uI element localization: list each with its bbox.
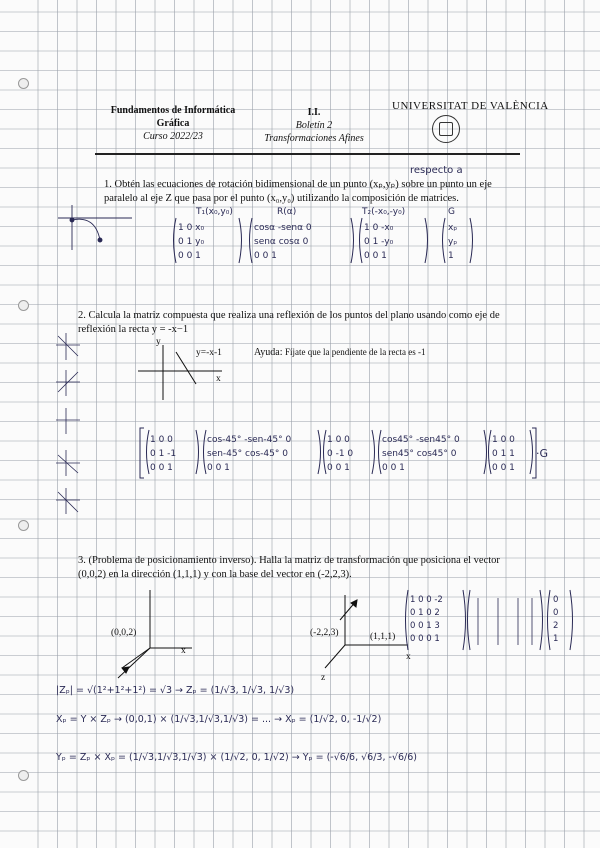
line-label: y=-x-1 [196, 348, 222, 358]
topic-label: Transformaciones Afines [264, 133, 364, 144]
hw-label: T₁(x₀,y₀) [196, 207, 233, 217]
question-3 [78, 554, 523, 582]
university-name: UNIVERSITAT DE VALÈNCIA [392, 100, 549, 112]
hw-matrix: cos45° -sen45° 0 sen45° cos45° 0 0 0 1 [382, 435, 460, 473]
hw-matrix: 1 0 -x₀ 0 1 -y₀ 0 0 1 [364, 223, 394, 261]
hw-line: |Zₚ| = √(1²+1²+1²) = √3 → Zₚ = (1/√3, 1/√3, 1/√3) [56, 685, 295, 696]
vector-label: (1,1,1) [370, 632, 396, 642]
hw-matrix: 0 0 2 1 [553, 595, 559, 644]
vector-label: (0,0,2) [111, 628, 137, 638]
course-title: Fundamentos de Informática Gráfica [110, 105, 236, 129]
hw-label: G [448, 207, 455, 217]
binder-hole [18, 78, 29, 89]
question-number: 1. [104, 179, 112, 190]
bulletin-label: Boletín 2 [295, 120, 333, 131]
question-2 [78, 309, 523, 337]
hint-text: Fíjate que la pendiente de la recta es -1 [285, 347, 426, 357]
hw-suffix: ·G [536, 447, 549, 460]
axis-label-x: x [406, 652, 411, 662]
hw-line: Yₚ = Zₚ × Xₚ = (1/√3,1/√3,1/√3) × (1/√2, 0, 1/√2) → Yₚ = (-√6/6, √6/3, -√6/6) [56, 752, 417, 763]
bulletin-header [254, 106, 374, 145]
hw-matrix: cos-45° -sen-45° 0 sen-45° cos-45° 0 0 0 1 [207, 435, 292, 473]
question-text: Obtén las ecuaciones de rotación bidimensional de un punto (xₚ,yₚ) sobre un punto un eje paralelo al eje Z que pasa por el punto (x₀,y₀) utilizando la composición de matrices. [104, 179, 492, 204]
header-divider [95, 153, 520, 155]
binder-hole [18, 300, 29, 311]
axis-label-x: x [216, 374, 221, 384]
hw-matrix: 1 0 0 0 -1 0 0 0 1 [327, 435, 354, 473]
axis-label-x: x [181, 646, 186, 656]
course-header [98, 104, 248, 143]
binder-hole [18, 520, 29, 531]
section-label: I.I. [307, 107, 321, 118]
hw-matrix: 1 0 0 0 1 1 0 0 1 [492, 435, 515, 473]
hint [254, 347, 425, 358]
hw-matrix: 1 0 0 0 1 -1 0 0 1 [150, 435, 177, 473]
binder-hole [18, 770, 29, 781]
hw-label: R(α) [277, 207, 297, 217]
hw-label: T₂(-x₀,-y₀) [362, 207, 406, 217]
university-seal-icon [432, 115, 460, 143]
hw-matrix: cosα -senα 0 senα cosα 0 0 0 1 [254, 223, 312, 261]
axis-label-y: y [156, 337, 161, 347]
question-number: 2. [78, 310, 86, 321]
hw-matrix: xₚ yₚ 1 [448, 223, 458, 261]
question-number: 3. [78, 555, 86, 566]
hw-matrix: 1 0 0 -2 0 1 0 2 0 0 1 3 0 0 0 1 [410, 595, 443, 644]
question-text: Calcula la matriz compuesta que realiza una reflexión de los puntos del plano usando como eje de reflexión la recta y = -x−1 [78, 310, 500, 335]
hint-label: Ayuda: [254, 347, 283, 358]
question-text: (Problema de posicionamiento inverso). Halla la matriz de transformación que posiciona el vector (0,0,2) en la dirección (1,1,1) y con la base del vector en (-2,2,3). [78, 555, 500, 580]
question-1 [104, 178, 524, 206]
course-year: Curso 2022/23 [143, 131, 203, 142]
axis-label-z: z [321, 673, 326, 683]
hw-line: Xₚ = Y × Zₚ → (0,0,1) × (1/√3,1/√3,1/√3) = ... → Xₚ = (1/√2, 0, -1/√2) [56, 714, 382, 725]
vector-label: (-2,2,3) [310, 628, 339, 638]
hw-matrix: 1 0 x₀ 0 1 y₀ 0 0 1 [178, 223, 205, 261]
handwritten-insert: respecto a [410, 165, 463, 176]
